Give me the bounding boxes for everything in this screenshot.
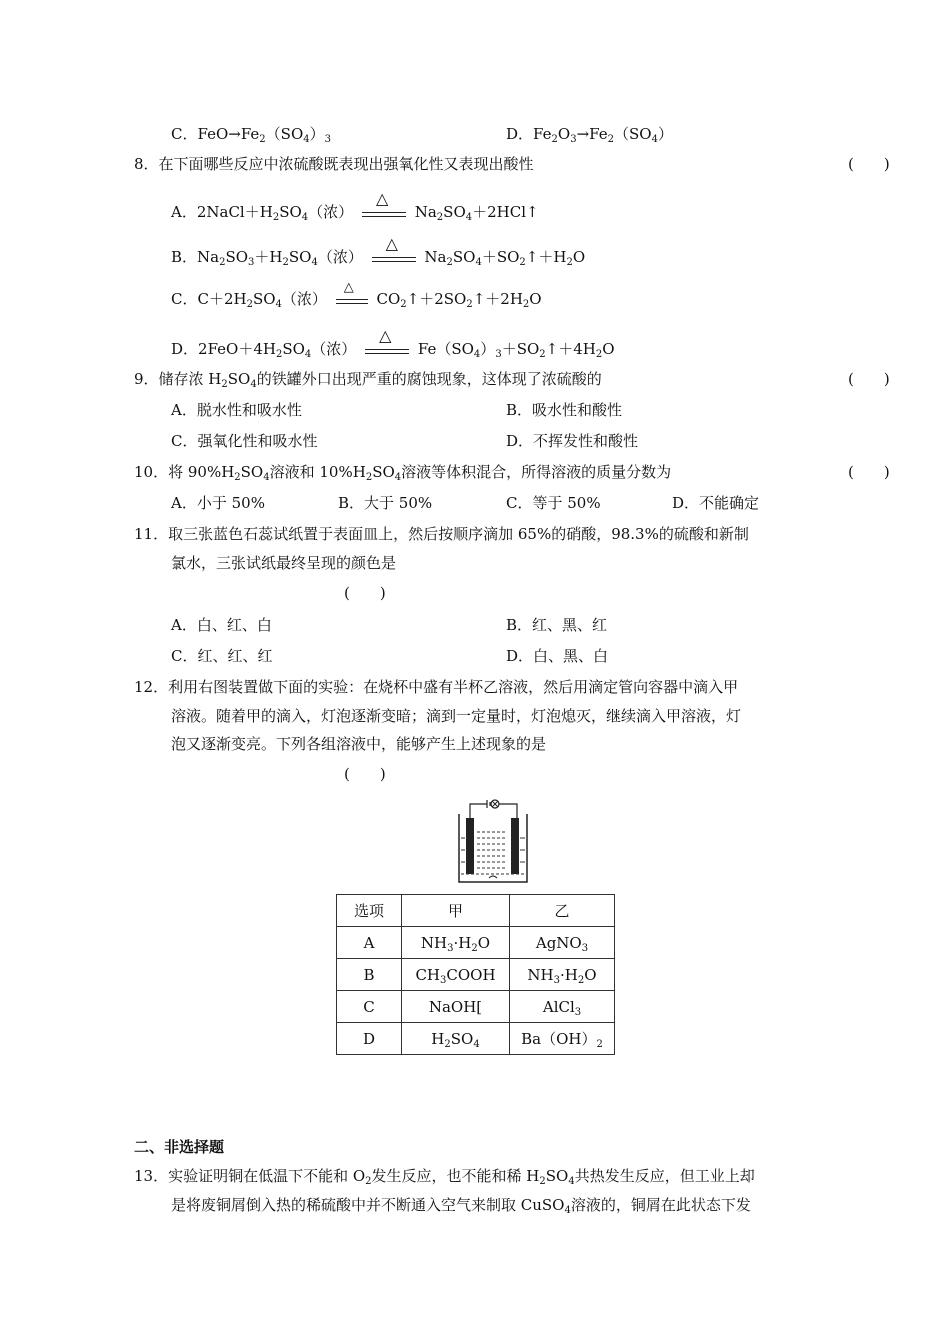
table-row bbox=[337, 991, 615, 1023]
q12-stem-line1: 12．利用右图装置做下面的实验：在烧杯中盛有半杯乙溶液，然后用滴定管向容器中滴入甲 bbox=[134, 678, 739, 696]
table-header-cell: 甲 bbox=[402, 895, 510, 927]
q9-option-c: C．强氧化性和吸水性 bbox=[171, 432, 318, 450]
option-key: B bbox=[337, 959, 402, 991]
q7-option-c: C．$FeO\to Fe_2(SO_4)_3$ bbox=[171, 125, 332, 145]
solution-yi: $NH_3\cdot H_2O$ bbox=[510, 959, 615, 991]
table-row bbox=[337, 959, 615, 991]
q10-stem: 10．将 $90\%H_2SO_4$溶液和 $10\%H_2SO_4$溶液等体积混合，所得溶液的质量分数为 bbox=[134, 463, 672, 483]
q8-answer-bracket: ( ) bbox=[848, 155, 890, 173]
solution-yi: $Ba(OH)_2$ bbox=[510, 1023, 615, 1055]
q9-option-b: B．吸水性和酸性 bbox=[506, 401, 623, 419]
q13-stem-line1: 13．实验证明铜在低温下不能和 $O_2$发生反应，也不能和稀 $H_2SO_4$共热发生反应，但工业上却 bbox=[134, 1167, 755, 1187]
q10-answer-bracket: ( ) bbox=[848, 463, 890, 481]
heat-equals-sign: △ bbox=[336, 290, 368, 310]
q10-option-a: A．小于 50% bbox=[171, 494, 265, 512]
q13-stem-line2: 是将废铜屑倒入热的稀硫酸中并不断通入空气来制取 CuSO$_4$溶液的，铜屑在此状态下发 bbox=[171, 1196, 751, 1216]
q10-option-b: B．大于 50% bbox=[338, 494, 433, 512]
q8-option-c: C．$C+2H_2SO_4$（浓） △ $CO_2↑+2SO_2↑+2H_2O$ bbox=[171, 280, 542, 310]
solution-yi: AlCl$_3$ bbox=[510, 991, 615, 1023]
heat-equals-sign: △ bbox=[372, 248, 416, 268]
q7-option-d: D．$Fe_2O_3\to Fe_2(SO_4)$ bbox=[506, 125, 673, 145]
q8-option-d: D．$2FeO+4H_2SO_4$（浓） △ $Fe(SO_4)_3+SO_2↑+4H_2O$ bbox=[171, 326, 615, 360]
q9-stem: 9．储存浓 $H_2SO_4$的铁罐外口出现严重的腐蚀现象，这体现了浓硫酸的 bbox=[134, 370, 602, 390]
q11-option-b: B．红、黑、红 bbox=[506, 616, 608, 634]
q9-option-a: A．脱水性和吸水性 bbox=[171, 401, 302, 419]
q11-option-a: A．白、红、白 bbox=[171, 616, 272, 634]
option-key: C bbox=[337, 991, 402, 1023]
q11-option-c: C．红、红、红 bbox=[171, 647, 273, 665]
q10-option-c: C．等于 50% bbox=[506, 494, 601, 512]
q11-stem-line1: 11．取三张蓝色石蕊试纸置于表面皿上，然后按顺序滴加 65%的硝酸，98.3%的硫酸和新制 bbox=[134, 525, 749, 543]
q12-stem-line2: 溶液。随着甲的滴入，灯泡逐渐变暗；滴到一定量时，灯泡熄灭，继续滴入甲溶液，灯 bbox=[171, 707, 742, 725]
heat-equals-sign: △ bbox=[362, 203, 406, 223]
q11-stem-line2: 氯水，三张试纸最终呈现的颜色是 bbox=[171, 554, 397, 572]
solution-jia: NaOH[ bbox=[402, 991, 510, 1023]
solution-jia: $NH_3\cdot H_2O$ bbox=[402, 927, 510, 959]
option-key: A bbox=[337, 927, 402, 959]
q12-answer-bracket: ( ) bbox=[344, 765, 386, 783]
table-row bbox=[337, 1023, 615, 1055]
table-header-cell: 乙 bbox=[510, 895, 615, 927]
q9-option-d: D．不挥发性和酸性 bbox=[506, 432, 639, 450]
section-heading: 二、非选择题 bbox=[134, 1138, 225, 1156]
solution-yi: AgNO$_3$ bbox=[510, 927, 615, 959]
q8-option-b: B．$Na_2SO_3+H_2SO_4$（浓） △ $Na_2SO_4+SO_2↑+H_2O$ bbox=[171, 234, 586, 268]
q10-option-d: D．不能确定 bbox=[672, 494, 760, 512]
q12-options-table bbox=[336, 894, 615, 1055]
q9-answer-bracket: ( ) bbox=[848, 370, 890, 388]
q11-answer-bracket: ( ) bbox=[344, 584, 386, 602]
solution-jia: $H_2SO_4$ bbox=[402, 1023, 510, 1055]
q12-stem-line3: 泡又逐渐变亮。下列各组溶液中，能够产生上述现象的是 bbox=[171, 735, 547, 753]
solution-jia: $CH_3COOH$ bbox=[402, 959, 510, 991]
beaker-circuit-diagram bbox=[455, 798, 535, 886]
table-header-cell: 选项 bbox=[337, 895, 402, 927]
heat-equals-sign: △ bbox=[365, 340, 409, 360]
table-row bbox=[337, 927, 615, 959]
q11-option-d: D．白、黑、白 bbox=[506, 647, 609, 665]
table-header-row bbox=[337, 895, 615, 927]
q8-option-a: A．$2NaCl+H_2SO_4$（浓） △ $Na_2SO_4+2HCl↑$ bbox=[171, 189, 539, 223]
q8-stem: 8．在下面哪些反应中浓硫酸既表现出强氧化性又表现出酸性 bbox=[134, 155, 534, 173]
option-key: D bbox=[337, 1023, 402, 1055]
